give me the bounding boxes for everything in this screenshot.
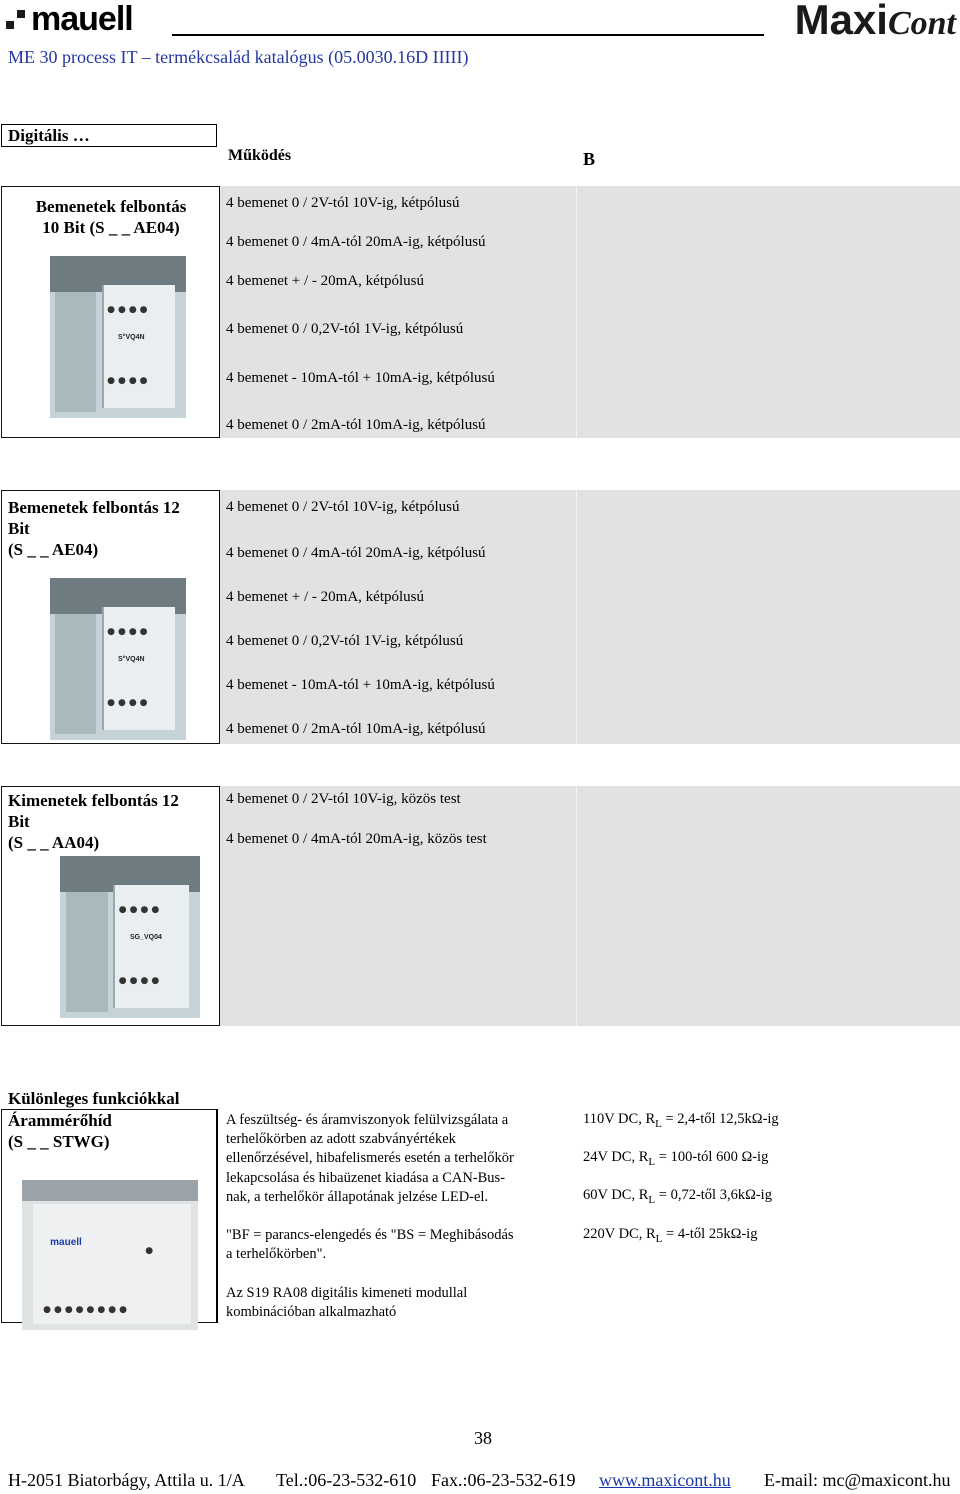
row1-item: 4 bemenet + / - 20mA, kétpólusú	[226, 273, 425, 289]
header-rule	[172, 34, 764, 36]
spec-line: 110V DC, $R_L$ = 2,4-től 12,5kΩ-ig	[583, 1111, 779, 1130]
device-label: SG_VQ04	[130, 933, 162, 941]
device-image-ae04-10bit: ●●●● S°VQ4N ●●●●	[50, 256, 186, 418]
mauell-logo	[6, 2, 133, 36]
row2-item: 4 bemenet - 10mA-tól + 10mA-ig, kétpólusú	[226, 677, 495, 693]
row1-title-line2: 10 Bit (S _ _ AE04)	[42, 218, 180, 237]
footer-email[interactable]: E-mail: mc@maxicont.hu	[764, 1470, 951, 1490]
footer-phone: Tel.:06-23-532-610	[276, 1470, 417, 1490]
row2-title-line1: Bemenetek felbontás 12	[8, 498, 180, 517]
special-title-line2: (S _ _ STWG)	[8, 1132, 110, 1151]
row1-title-line1: Bemenetek felbontás	[35, 197, 187, 216]
desc1-line: nak, a terhelőkör állapotának jelzése LED-el.	[226, 1188, 489, 1205]
desc1-line: terhelőkörben az adott szabványértékek	[226, 1131, 456, 1148]
brand-main: Maxi	[794, 0, 888, 43]
row3-item: 4 bemenet 0 / 2V-tól 10V-ig, közös test	[226, 791, 461, 807]
row2-item: 4 bemenet 0 / 0,2V-tól 1V-ig, kétpólusú	[226, 633, 464, 649]
mauell-logo-mark	[6, 10, 25, 29]
footer-address: H-2051 Biatorbágy, Attila u. 1/A	[8, 1470, 245, 1490]
desc2-line: "BF = parancs-elengedés és "BS = Meghibásodás	[226, 1227, 514, 1243]
desc1-line: lekapcsolása és hibaüzenet kiadása a CAN-Bus-	[226, 1169, 506, 1186]
row2-item: 4 bemenet + / - 20mA, kétpólusú	[226, 589, 425, 605]
row1-shade	[220, 186, 960, 438]
catalog-subtitle: ME 30 process IT – termékcsalád katalógus (05.0030.16D IIIII)	[8, 47, 469, 67]
device-image-ae04-12bit: ●●●● S°VQ4N ●●●●	[50, 578, 186, 740]
maxicont-brand	[795, 0, 956, 44]
website-link[interactable]: www.maxicont.hu	[599, 1470, 731, 1490]
row2-shade	[220, 490, 960, 744]
row2-item: 4 bemenet 0 / 2mA-tól 10mA-ig, kétpólusú	[226, 721, 486, 737]
row2-divider	[576, 490, 577, 744]
row2-title-line2: Bit	[8, 519, 30, 538]
table-caption: Digitális …	[1, 124, 217, 147]
footer-website-link[interactable]	[599, 1470, 731, 1491]
row2-item: 4 bemenet 0 / 4mA-tól 20mA-ig, kétpólusú	[226, 545, 486, 561]
row1-item: 4 bemenet - 10mA-tól + 10mA-ig, kétpólusú	[226, 370, 495, 386]
row3-divider	[576, 786, 577, 1026]
special-heading: Különleges funkciókkal	[8, 1089, 180, 1108]
footer-fax: Fax.:06-23-532-619	[431, 1470, 576, 1490]
desc1-line: ellenőrzésével, hibafelismerés esetén a terhelőkör	[226, 1150, 514, 1167]
row3-shade	[220, 786, 960, 1026]
row1-item: 4 bemenet 0 / 0,2V-tól 1V-ig, kétpólusú	[226, 321, 464, 337]
special-title	[8, 1110, 112, 1152]
special-description-3	[226, 1284, 467, 1322]
brand-script: Cont	[887, 5, 956, 42]
mauell-logo-text: mauell	[31, 0, 133, 38]
column-heading-b: B	[583, 149, 596, 169]
desc1-line: A feszültség- és áramviszonyok felülvizsgálata a	[226, 1112, 509, 1128]
page-number: 38	[474, 1428, 492, 1448]
row2-title	[8, 497, 180, 560]
desc3-line: kombinációban alkalmazható	[226, 1304, 397, 1321]
column-heading-function: Működés	[228, 147, 292, 164]
device-label: S°VQ4N	[118, 333, 145, 341]
special-description-1	[226, 1111, 514, 1207]
row1-divider	[576, 186, 577, 438]
special-title-line1: Árammérőhíd	[8, 1111, 112, 1130]
row1-item: 4 bemenet 0 / 2V-tól 10V-ig, kétpólusú	[226, 195, 460, 211]
row2-title-line3: (S _ _ AE04)	[8, 540, 99, 559]
desc2-line: a terhelőkörben".	[226, 1246, 327, 1263]
spec-line: 60V DC, $R_L$ = 0,72-től 3,6kΩ-ig	[583, 1187, 772, 1206]
device-image-stwg: mauell ● ●●●●●●●●	[22, 1180, 198, 1330]
row1-item: 4 bemenet 0 / 2mA-tól 10mA-ig, kétpólusú	[226, 417, 486, 433]
row3-title-line2: Bit	[8, 812, 30, 831]
row3-title-line1: Kimenetek felbontás 12	[8, 791, 179, 810]
special-description-2	[226, 1226, 514, 1264]
row3-item: 4 bemenet 0 / 4mA-tól 20mA-ig, közös test	[226, 831, 487, 847]
row1-item: 4 bemenet 0 / 4mA-tól 20mA-ig, kétpólusú	[226, 234, 486, 250]
device-label: S°VQ4N	[118, 655, 145, 663]
device-image-aa04: ●●●● SG_VQ04 ●●●●	[60, 856, 200, 1018]
device-logo: mauell	[50, 1237, 82, 1248]
spec-line: 24V DC, $R_L$ = 100-tól 600 Ω-ig	[583, 1149, 769, 1168]
row2-item: 4 bemenet 0 / 2V-tól 10V-ig, kétpólusú	[226, 499, 460, 515]
desc3-line: Az S19 RA08 digitális kimeneti modullal	[226, 1285, 468, 1301]
spec-line: 220V DC, $R_L$ = 4-től 25kΩ-ig	[583, 1226, 758, 1245]
row3-title	[8, 790, 179, 853]
row3-title-line3: (S _ _ AA04)	[8, 833, 100, 852]
row1-title	[8, 196, 214, 238]
